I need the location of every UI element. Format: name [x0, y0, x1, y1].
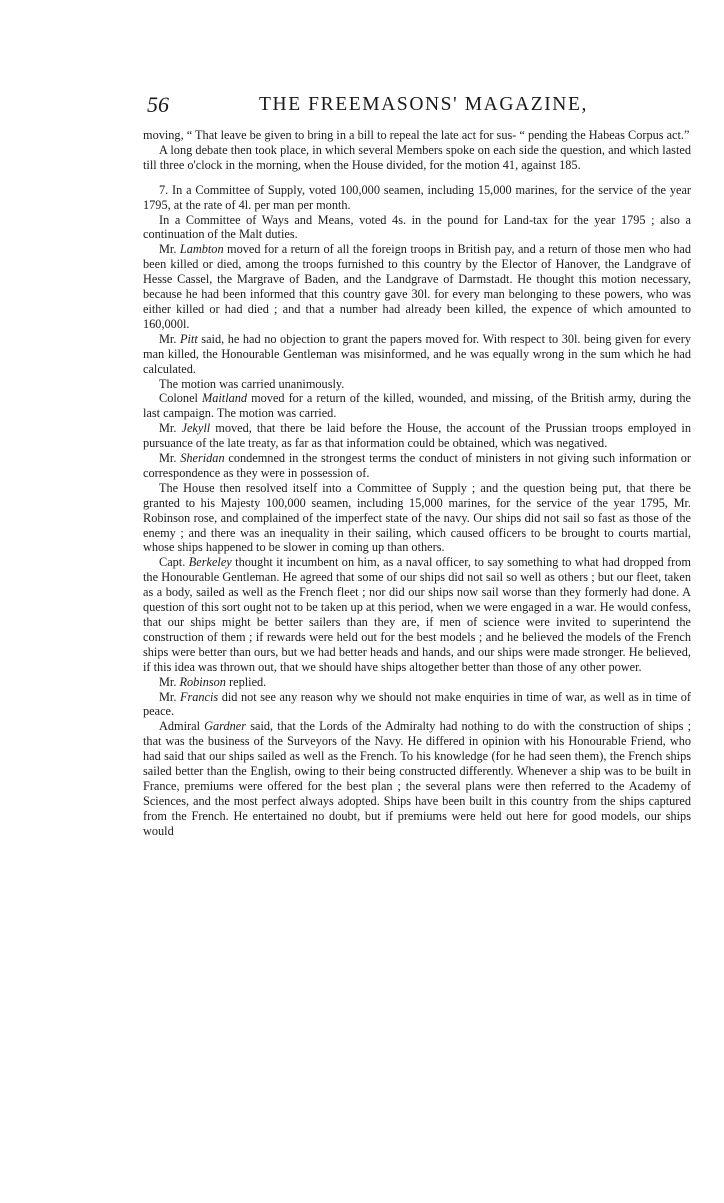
paragraph: Mr. Francis did not see any reason why we should not make enquiries in time of war, as well as in time of peace.	[143, 689, 691, 719]
paragraph: Mr. Sheridan condemned in the strongest terms the conduct of ministers in not giving such information or correspondence as they were in possession of.	[143, 451, 691, 480]
page-number: 56	[147, 92, 169, 117]
paragraph: moving, “ That leave be given to bring in a bill to repeal the late act for sus- “ pending the Habeas Corpus act.”	[143, 128, 690, 142]
paragraph: In a Committee of Ways and Means, voted 4s. in the pound for Land-tax for the year 1795 ; also a continuation of the Malt duties.	[143, 212, 691, 242]
paragraph: The motion was carried unanimously.	[159, 376, 345, 391]
paragraph: Colonel Maitland moved for a return of the killed, wounded, and missing, of the British army, during the last campaign. The motion was carried.	[143, 391, 692, 421]
paragraph: A long debate then took place, in which several Members spoke on each side the question, and which lasted till three o'clock in the morning, when the House divided, for the motion 41, against 185.	[143, 142, 691, 172]
paragraph: Mr. Lambton moved for a return of all the foreign troops in British pay, and a return of those men who had been killed or died, among the troops furnished to this country by the Elector of Hanover, the Landgrave of Hesse Cassel, the Margrave of Baden, and the Landgrave of Darmstadt. He thought this motion necessary, because he had been informed that this country gave 30l. for every man belonging to these powers, who was either killed or had died ; and that a number had already been killed, the expence of which amounted to 160,000l.	[143, 242, 691, 331]
running-title: THE FREEMASONS' MAGAZINE,	[259, 94, 588, 115]
page-header	[143, 92, 691, 128]
article-body	[143, 128, 691, 839]
paragraph: 7. In a Committee of Supply, voted 100,000 seamen, including 15,000 marines, for the service of the year 1795, at the rate of 4l. per man per month.	[143, 182, 691, 212]
magazine-page	[143, 92, 691, 839]
paragraph: Admiral Gardner said, that the Lords of the Admiralty had nothing to do with the construction of ships ; that was the business of the Surveyors of the Navy. He differed in opinion with his Honourable Friend, who had said that our ships sailed as well as the French. To his knowledge (for he had seen them), the French ships sailed better than the English, owing to their being constructed differently. Whenever a ship was to be built in France, premiums were offered for the best plan ; the several plans were then referred to the Academy of Sciences, and the most perfect always adopted. Ships have been built in this country from the ships captured from the French. He entertained no doubt, but if premiums were held out here for good models, our ships would	[143, 719, 691, 838]
paragraph: Mr. Pitt said, he had no objection to grant the papers moved for. With respect to 30l. being given for every man killed, the Honourable Gentleman was misinformed, and he was equally wrong in the sum which he had calculated.	[143, 331, 691, 376]
paragraph: Mr. Robinson replied.	[159, 674, 267, 689]
paragraph: Mr. Jekyll moved, that there be laid before the House, the account of the Prussian troops employed in pursuance of the late treaty, as far as that information could be obtained, which was negatived.	[143, 421, 692, 451]
paragraph: The House then resolved itself into a Committee of Supply ; and the question being put, that there be granted to his Majesty 100,000 seamen, including 15,000 marines, for the service of the year 1795, Mr. Robinson rose, and complained of the imperfect state of the navy. Our ships did not sail so fast as those of the enemy ; and there was an inequality in their sailing, which caused officers to be brought to courts martial, whose ships happened to be slower in coming up than others.	[143, 480, 691, 555]
paragraph: Capt. Berkeley thought it incumbent on him, as a naval officer, to say something to what had dropped from the Honourable Gentleman. He agreed that some of our ships did not sail so well as others ; but our fleet, taken as a body, sailed as well as the French fleet ; nor did our ships now sail worse than they formerly had done. A question of this sort ought not to be taken up at this period, when we were engaged in a war. He would confess, that our ships might be better sailers than they are, if men of science were invited to superintend the construction of them ; if rewards were held out for the best models ; and he believed the models of the French ships were better than ours, but we had better heads and hands, and our ships were made stronger. He believed, if this idea was thrown out, that we should have ships altogether better than those of any other power.	[143, 555, 691, 674]
